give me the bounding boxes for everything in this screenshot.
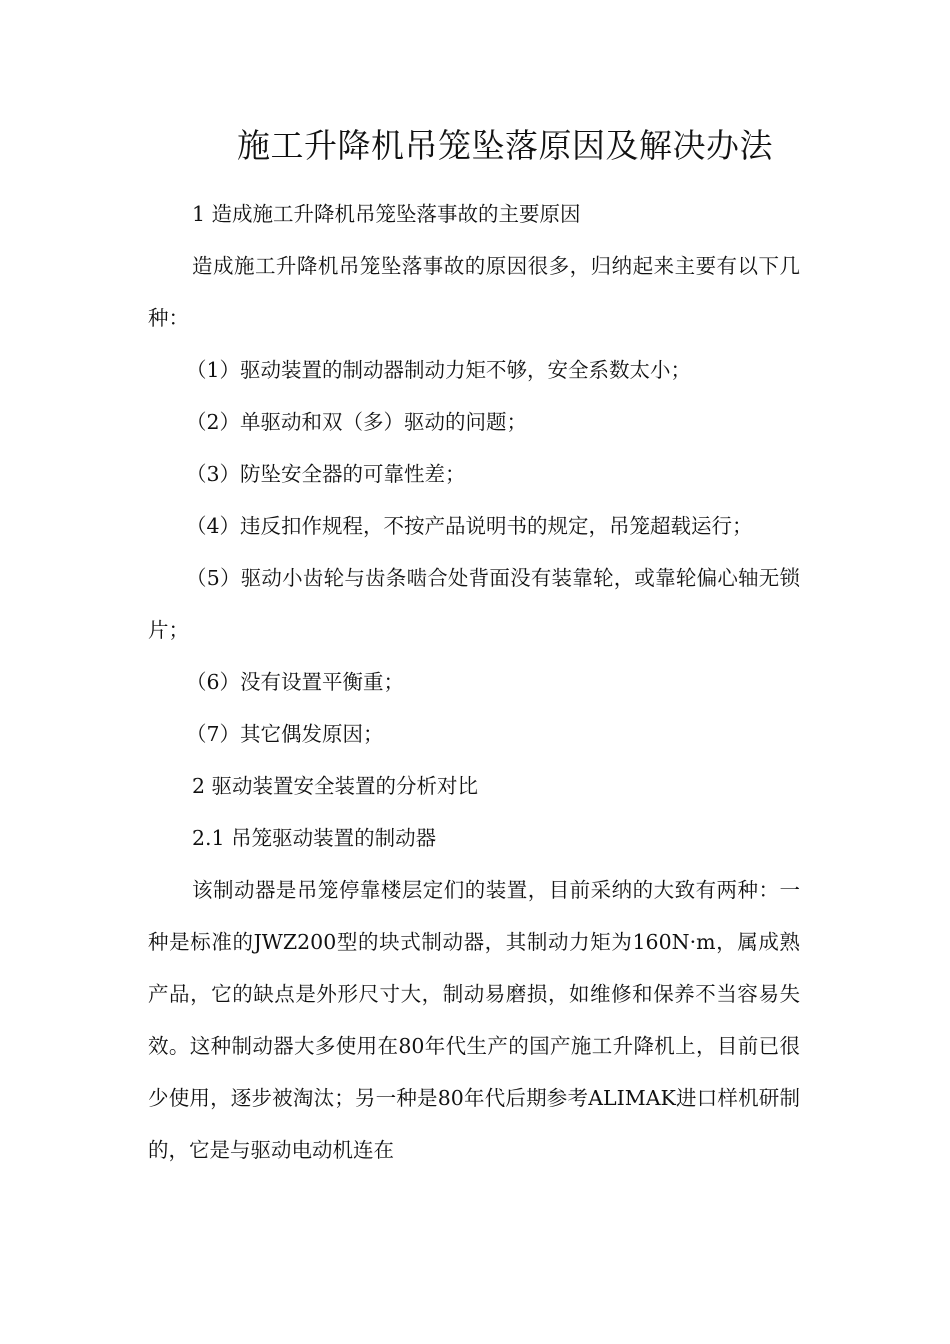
body-paragraph: 造成施工升降机吊笼坠落事故的原因很多，归纳起来主要有以下几种：: [148, 254, 800, 330]
list-item: （7）其它偶发原因；: [186, 722, 384, 746]
section-heading: 2 驱动装置安全装置的分析对比: [192, 774, 479, 798]
document-title: 施工升降机吊笼坠落原因及解决办法: [237, 126, 773, 165]
document-body: [148, 188, 800, 1176]
subsection-heading: 2.1 吊笼驱动装置的制动器: [192, 826, 437, 850]
body-paragraph: 该制动器是吊笼停靠楼层定们的装置，目前采纳的大致有两种：一种是标准的JWZ200型的块式制动器，其制动力矩为160N·m，属成熟产品，它的缺点是外形尺寸大，制动易磨损，如维修和保养不当容易失效。这种制动器大多使用在80年代生产的国产施工升降机上，目前已很少使用，逐步被淘汰；另一种是80年代后期参考ALIMAK进口样机研制的，它是与驱动电动机连在: [148, 878, 800, 1162]
list-item: （6）没有设置平衡重；: [186, 670, 405, 694]
list-item: （3）防坠安全器的可靠性差；: [186, 462, 466, 486]
list-item: （5）驱动小齿轮与齿条啮合处背面没有装靠轮，或靠轮偏心轴无锁片；: [148, 566, 800, 642]
section-heading: 1 造成施工升降机吊笼坠落事故的主要原因: [192, 202, 581, 226]
list-item: （4）违反扣作规程，不按产品说明书的规定，吊笼超载运行；: [186, 514, 753, 538]
list-item: （2）单驱动和双（多）驱动的问题；: [186, 410, 528, 434]
list-item: （1）驱动装置的制动器制动力矩不够，安全系数太小；: [186, 358, 692, 382]
